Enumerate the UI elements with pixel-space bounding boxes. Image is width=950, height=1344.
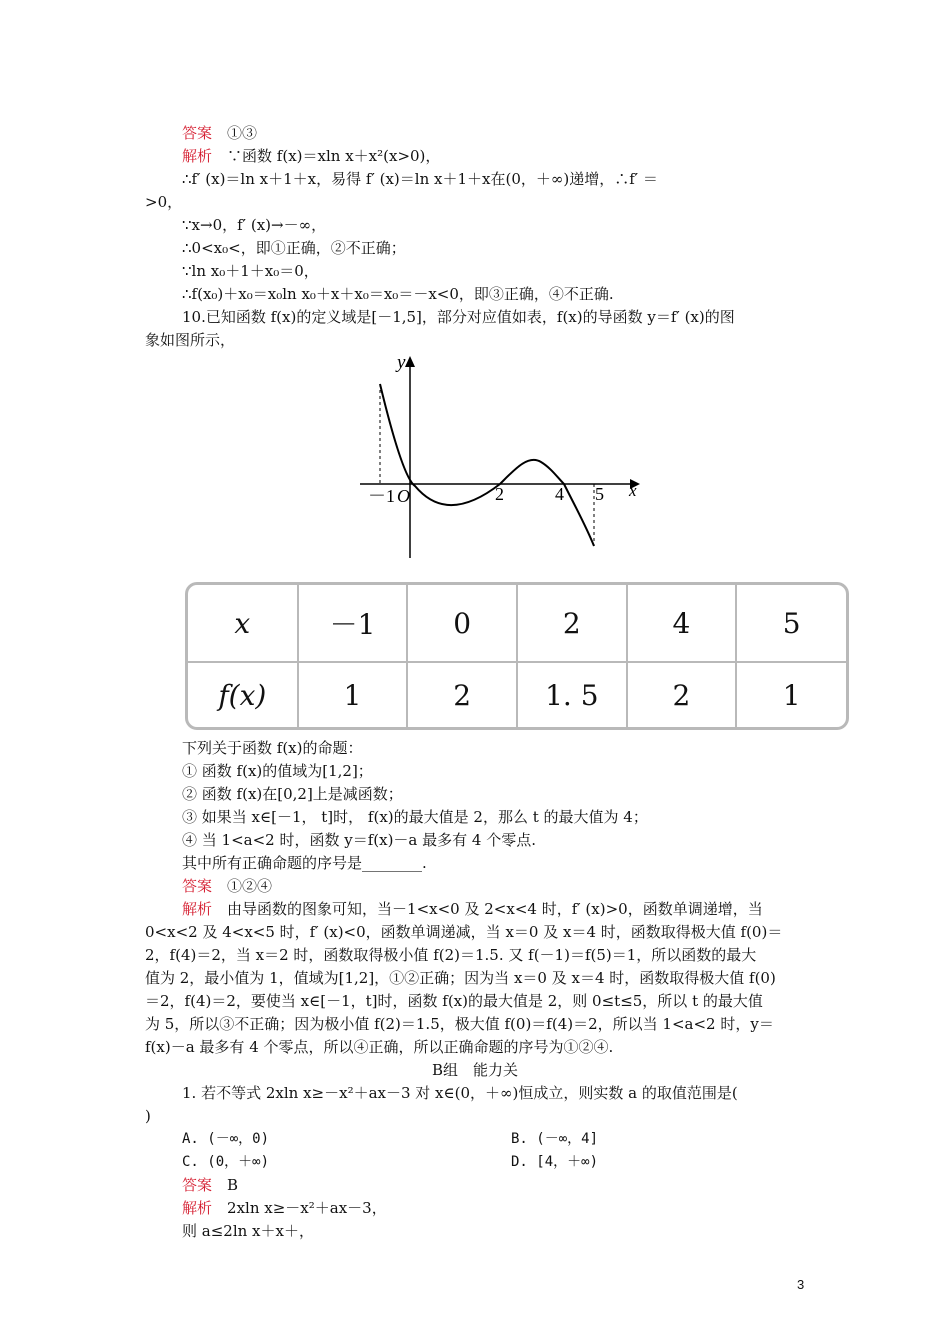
table-cell: f(x): [188, 662, 298, 727]
analysis-line: [182, 899, 763, 919]
analysis-label: 解析: [182, 1199, 213, 1217]
option-a: A. (－∞，0): [182, 1131, 270, 1147]
analysis-line: f(x)－a 最多有 4 个零点，所以④正确，所以正确命题的序号为①②④.: [145, 1038, 614, 1056]
analysis-line: [182, 1198, 387, 1218]
table-cell: 1: [298, 662, 408, 727]
proposition: ④ 当 1<a<2 时，函数 y＝f(x)－a 最多有 4 个零点.: [182, 831, 536, 849]
answer-label: 答案: [182, 1176, 213, 1194]
q10-ask: 其中所有正确命题的序号是________.: [182, 854, 427, 872]
analysis-line: 2，f(4)＝2，当 x＝2 时，函数取得极小值 f(2)＝1.5. 又 f(－1)＝f(5)＝1，所以函数的最大: [145, 946, 757, 964]
analysis-line: ∵ln x₀＋1＋x₀＝0，: [182, 262, 319, 280]
q10-stem: 象如图所示，: [145, 331, 236, 349]
analysis-text: 由导函数的图象可知，当－1<x<0 及 2<x<4 时，f′ (x)>0，函数单调递增，当: [227, 900, 763, 918]
analysis-line: >0，: [145, 193, 183, 211]
answer-label: 答案: [182, 124, 213, 142]
analysis-line: ∴f(x₀)＋x₀＝x₀ln x₀＋x＋x₀＝x₀＝－x<0，即③正确，④不正确.: [182, 285, 614, 303]
tick-label-minus1: －1: [368, 486, 395, 506]
origin-label: O: [397, 486, 410, 506]
table-cell: 5: [736, 585, 846, 662]
table-cell: 2: [407, 662, 517, 727]
tick-label-5: 5: [595, 484, 604, 504]
answer-line: [182, 1175, 238, 1195]
table-cell: x: [188, 585, 298, 662]
table-cell: 1: [736, 662, 846, 727]
table-cell: 1. 5: [517, 662, 627, 727]
analysis-line: ∴f′ (x)＝ln x＋1＋x，易得 f′ (x)＝ln x＋1＋x在(0，＋∞)递增，∴f′ ＝: [182, 170, 658, 188]
table-cell: 0: [407, 585, 517, 662]
option-d: D. [4，＋∞): [511, 1154, 599, 1170]
proposition: ① 函数 f(x)的值域为[1,2]；: [182, 762, 373, 780]
x-axis-label: x: [629, 481, 637, 500]
analysis-text: 2xln x≥－x²＋ax－3，: [227, 1199, 387, 1217]
y-axis-arrow: [405, 356, 415, 367]
value-table: [185, 582, 849, 730]
analysis-label: 解析: [182, 147, 213, 165]
table-cell: 2: [627, 662, 737, 727]
answer-value: ①③: [227, 124, 258, 142]
y-axis-label: y: [397, 352, 406, 373]
section-title: B组 能力关: [431, 1061, 519, 1079]
answer-value: ①②④: [227, 877, 273, 895]
answer-line: [182, 876, 272, 896]
table-row: [188, 585, 846, 662]
page-number: 3: [797, 1277, 805, 1292]
option-c: C. (0，＋∞): [182, 1154, 270, 1170]
tick-label-2: 2: [495, 484, 504, 504]
answer-label: 答案: [182, 877, 213, 895]
option-b: B. (－∞，4]: [511, 1131, 599, 1147]
analysis-line: ∴0<x₀<，即①正确，②不正确；: [182, 239, 406, 257]
analysis-text: ∵函数 f(x)＝xln x＋x²(x>0)，: [227, 147, 441, 165]
analysis-line: 0<x<2 及 4<x<5 时，f′ (x)<0，函数单调递减，当 x＝0 及 x＝4 时，函数取得极大值 f(0)＝: [145, 923, 783, 941]
derivative-graph: [336, 338, 650, 576]
table-cell: 4: [627, 585, 737, 662]
answer-line: [182, 123, 257, 143]
proposition: ③ 如果当 x∈[－1， t]时， f(x)的最大值是 2，那么 t 的最大值为 4；: [182, 808, 648, 826]
table-cell: 2: [517, 585, 627, 662]
table-row: [188, 662, 846, 727]
b1-stem: 1. 若不等式 2xln x≥－x²＋ax－3 对 x∈(0，＋∞)恒成立，则实数 a 的取值范围是(: [182, 1084, 738, 1102]
table-cell: －1: [298, 585, 408, 662]
derivative-curve: [380, 384, 594, 546]
b1-stem: ): [145, 1107, 151, 1125]
analysis-line: 则 a≤2ln x＋x＋，: [182, 1222, 314, 1240]
analysis-line: [182, 146, 440, 166]
proposition: ② 函数 f(x)在[0,2]上是减函数；: [182, 785, 403, 803]
analysis-label: 解析: [182, 900, 213, 918]
q10-stem: 10.已知函数 f(x)的定义域是[－1,5]，部分对应值如表，f(x)的导函数 y＝f′ (x)的图: [182, 308, 735, 326]
answer-value: B: [227, 1176, 239, 1194]
analysis-line: ∵x→0，f′ (x)→－∞，: [182, 216, 327, 234]
analysis-line: 值为 2，最小值为 1，值域为[1,2]，①②正确；因为当 x＝0 及 x＝4 时，函数取得极大值 f(0): [145, 969, 776, 987]
q10-prompt: 下列关于函数 f(x)的命题：: [182, 739, 363, 757]
tick-label-4: 4: [555, 484, 564, 504]
analysis-line: 为 5，所以③不正确；因为极小值 f(2)＝1.5，极大值 f(0)＝f(4)＝2，所以当 1<a<2 时，y＝: [145, 1015, 774, 1033]
analysis-line: ＝2，f(4)＝2，要使当 x∈[－1，t]时，函数 f(x)的最大值是 2，则 0≤t≤5，所以 t 的最大值: [145, 992, 763, 1010]
